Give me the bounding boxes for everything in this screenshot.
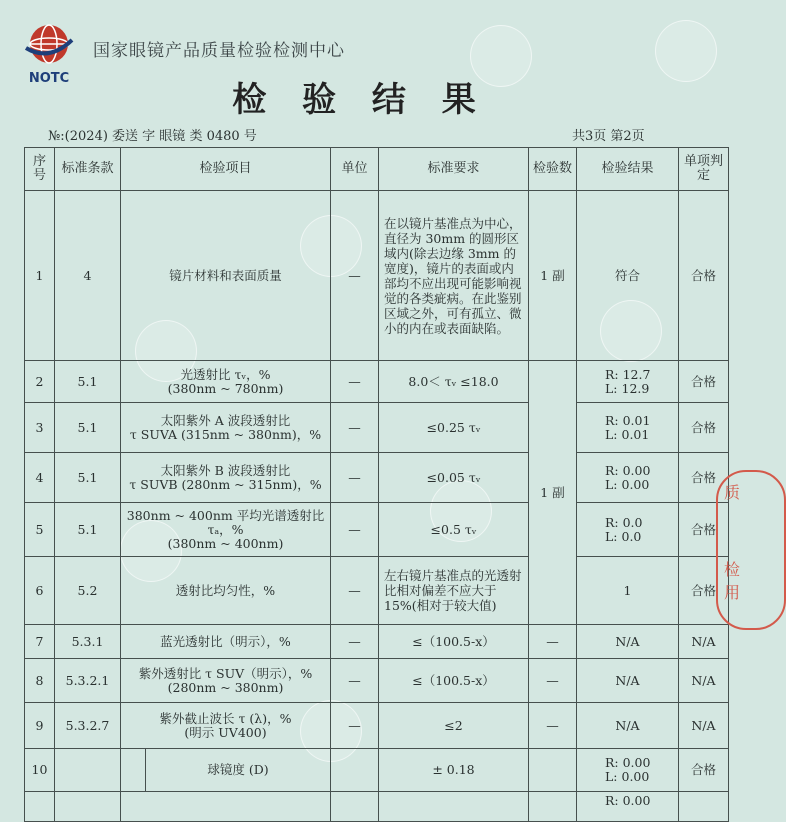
cell-judgement: N/A [679,625,729,659]
table-row [25,792,729,822]
cell-unit: — [331,503,379,557]
result-line: R: 0.01 [605,412,651,428]
cell-unit [331,792,379,822]
cell-judgement [679,792,729,822]
cell-requirement: ≤（100.5-x） [379,625,529,659]
cell-clause: 5.1 [55,453,121,503]
cell-item [121,503,331,557]
page-indicator: 共3页 第2页 [572,129,645,144]
cell-seq: 5 [25,503,55,557]
item-line: 380nm ~ 400nm 平均光谱透射比 τₐ，% [126,507,325,537]
table-row [25,749,729,792]
cell-unit: — [331,703,379,749]
cell-unit: — [331,557,379,625]
result-line: L: 0.0 [605,528,642,544]
table-header-row [25,148,729,191]
cell-seq: 9 [25,703,55,749]
cell-seq: 4 [25,453,55,503]
cell-clause: 5.3.1 [55,625,121,659]
table-row [25,403,729,453]
cell-result: N/A [577,703,679,749]
item-line: 光透射比 τᵥ，% [180,366,271,382]
cell-item [121,703,331,749]
item-line: (380nm ~ 400nm) [167,535,284,551]
item-line: (明示 UV400) [184,724,267,740]
table-row [25,361,729,403]
stamp-char: 检 [724,560,741,579]
result-line: R: 0.00 [605,755,651,770]
table-row [25,625,729,659]
cell-judgement: 合格 [679,403,729,453]
cell-requirement: ≤2 [379,703,529,749]
cell-result [577,453,679,503]
header-requirement: 标准要求 [379,148,529,191]
table-row [25,503,729,557]
red-stamp [716,470,786,630]
cell-item [121,659,331,703]
cell-clause: 5.3.2.7 [55,703,121,749]
item-line: 紫外截止波长 τ (λ)，% [159,710,292,726]
cell-seq: 6 [25,557,55,625]
cell-judgement: N/A [679,703,729,749]
cell-quantity: 1 副 [529,361,577,625]
cell-unit: — [331,659,379,703]
cell-judgement: 合格 [679,453,729,503]
cell-item [121,792,331,822]
cell-seq: 2 [25,361,55,403]
cell-requirement: 8.0＜ τᵥ ≤18.0 [379,361,529,403]
cell-requirement: ≤（100.5-x） [379,659,529,703]
header-clause: 标准条款 [55,148,121,191]
cell-item [121,403,331,453]
cell-result [577,361,679,403]
cell-seq: 8 [25,659,55,703]
cell-seq: 3 [25,403,55,453]
table-row [25,191,729,361]
cell-requirement: ≤0.05 τᵥ [379,453,529,503]
result-line: R: 12.7 [605,366,651,382]
cell-clause: 4 [55,191,121,361]
cell-quantity: — [529,625,577,659]
report-number: №:(2024) 委送 字 眼镜 类 0480 号 [48,129,257,144]
cell-judgement: 合格 [679,191,729,361]
cell-judgement: 合格 [679,503,729,557]
result-line: R: 0.00 [605,462,651,478]
cell-quantity: — [529,659,577,703]
cell-quantity: 1 副 [529,191,577,361]
item-line: 太阳紫外 A 波段透射比 [160,412,291,428]
cell-seq [25,792,55,822]
logo-text: NOTC [28,71,70,86]
cell-requirement: 左右镜片基准点的光透射比相对偏差不应大于 15%(相对于较大值) [379,557,529,625]
cell-judgement: 合格 [679,361,729,403]
cell-quantity [529,792,577,822]
cell-unit: — [331,453,379,503]
cell-unit: — [331,191,379,361]
cell-result: N/A [577,659,679,703]
result-line: L: 0.01 [605,426,650,442]
cell-requirement: ± 0.18 [379,749,529,792]
item-line: τ SUVB (280nm ~ 315nm)，% [129,476,322,492]
cell-result [577,403,679,453]
cell-clause: 5.3.2.1 [55,659,121,703]
cell-item: 镜片材料和表面质量 [121,191,331,361]
cell-clause: 5.1 [55,403,121,453]
cell-clause: 5.1 [55,361,121,403]
cell-unit: — [331,625,379,659]
item-line: τ SUVA (315nm ~ 380nm)，% [129,426,322,442]
header-item: 检验项目 [121,148,331,191]
cell-clause [55,792,121,822]
cell-result: N/A [577,625,679,659]
cell-requirement: ≤0.5 τᵥ [379,503,529,557]
cell-result [577,503,679,557]
cell-seq: 7 [25,625,55,659]
header-seq: 序号 [25,148,55,191]
header-quantity: 检验数 [529,148,577,191]
cell-unit: — [331,403,379,453]
organization-name: 国家眼镜产品质量检验检测中心 [93,41,345,61]
table-row [25,557,729,625]
table-row [25,453,729,503]
item-line: 紫外透射比 τ SUV（明示），% [138,665,313,681]
cell-quantity [529,749,577,792]
cell-seq: 1 [25,191,55,361]
cell-result: 1 [577,557,679,625]
cell-clause: 5.2 [55,557,121,625]
cell-item: 蓝光透射比（明示），% [121,625,331,659]
results-table [24,147,729,822]
table-row [25,703,729,749]
cell-unit: — [331,361,379,403]
cell-unit [331,749,379,792]
cell-judgement: N/A [679,659,729,703]
table-row [25,659,729,703]
cell-judgement: 合格 [679,557,729,625]
cell-requirement [379,792,529,822]
cell-result [577,749,679,792]
cell-result: R: 0.00 [577,792,679,822]
item-line: 球镜度 (D) [207,762,269,777]
cell-result: 符合 [577,191,679,361]
result-line: L: 12.9 [605,380,650,396]
header-unit: 单位 [331,148,379,191]
cell-item [121,453,331,503]
cell-quantity: — [529,703,577,749]
header-judgement: 单项判定 [679,148,729,191]
cell-clause: 5.1 [55,503,121,557]
page-title: 检 验 结 果 [232,80,488,120]
item-line: (380nm ~ 780nm) [167,380,284,396]
result-line: L: 0.00 [605,476,650,492]
cell-requirement: 在以镜片基准点为中心，直径为 30mm 的圆形区域内(除去边缘 3mm 的宽度)，镜片的表面或内部均不应出现可能影响视觉的各类疵病。在此鉴别区域之外，可有孤立、微小的内在或表面缺陷。 [379,191,529,361]
cell-clause [55,749,121,792]
cell-judgement: 合格 [679,749,729,792]
cell-item [121,749,331,792]
stamp-char: 质 [724,483,741,502]
result-line: R: 0.0 [605,514,643,530]
cell-item: 透射比均匀性，% [121,557,331,625]
cell-seq: 10 [25,749,55,792]
header-result: 检验结果 [577,148,679,191]
stamp-char: 用 [724,583,741,602]
cell-requirement: ≤0.25 τᵥ [379,403,529,453]
cell-item [121,361,331,403]
item-line: (280nm ~ 380nm) [167,679,284,695]
result-line: L: 0.00 [605,769,650,784]
item-line: 太阳紫外 B 波段透射比 [160,462,291,478]
